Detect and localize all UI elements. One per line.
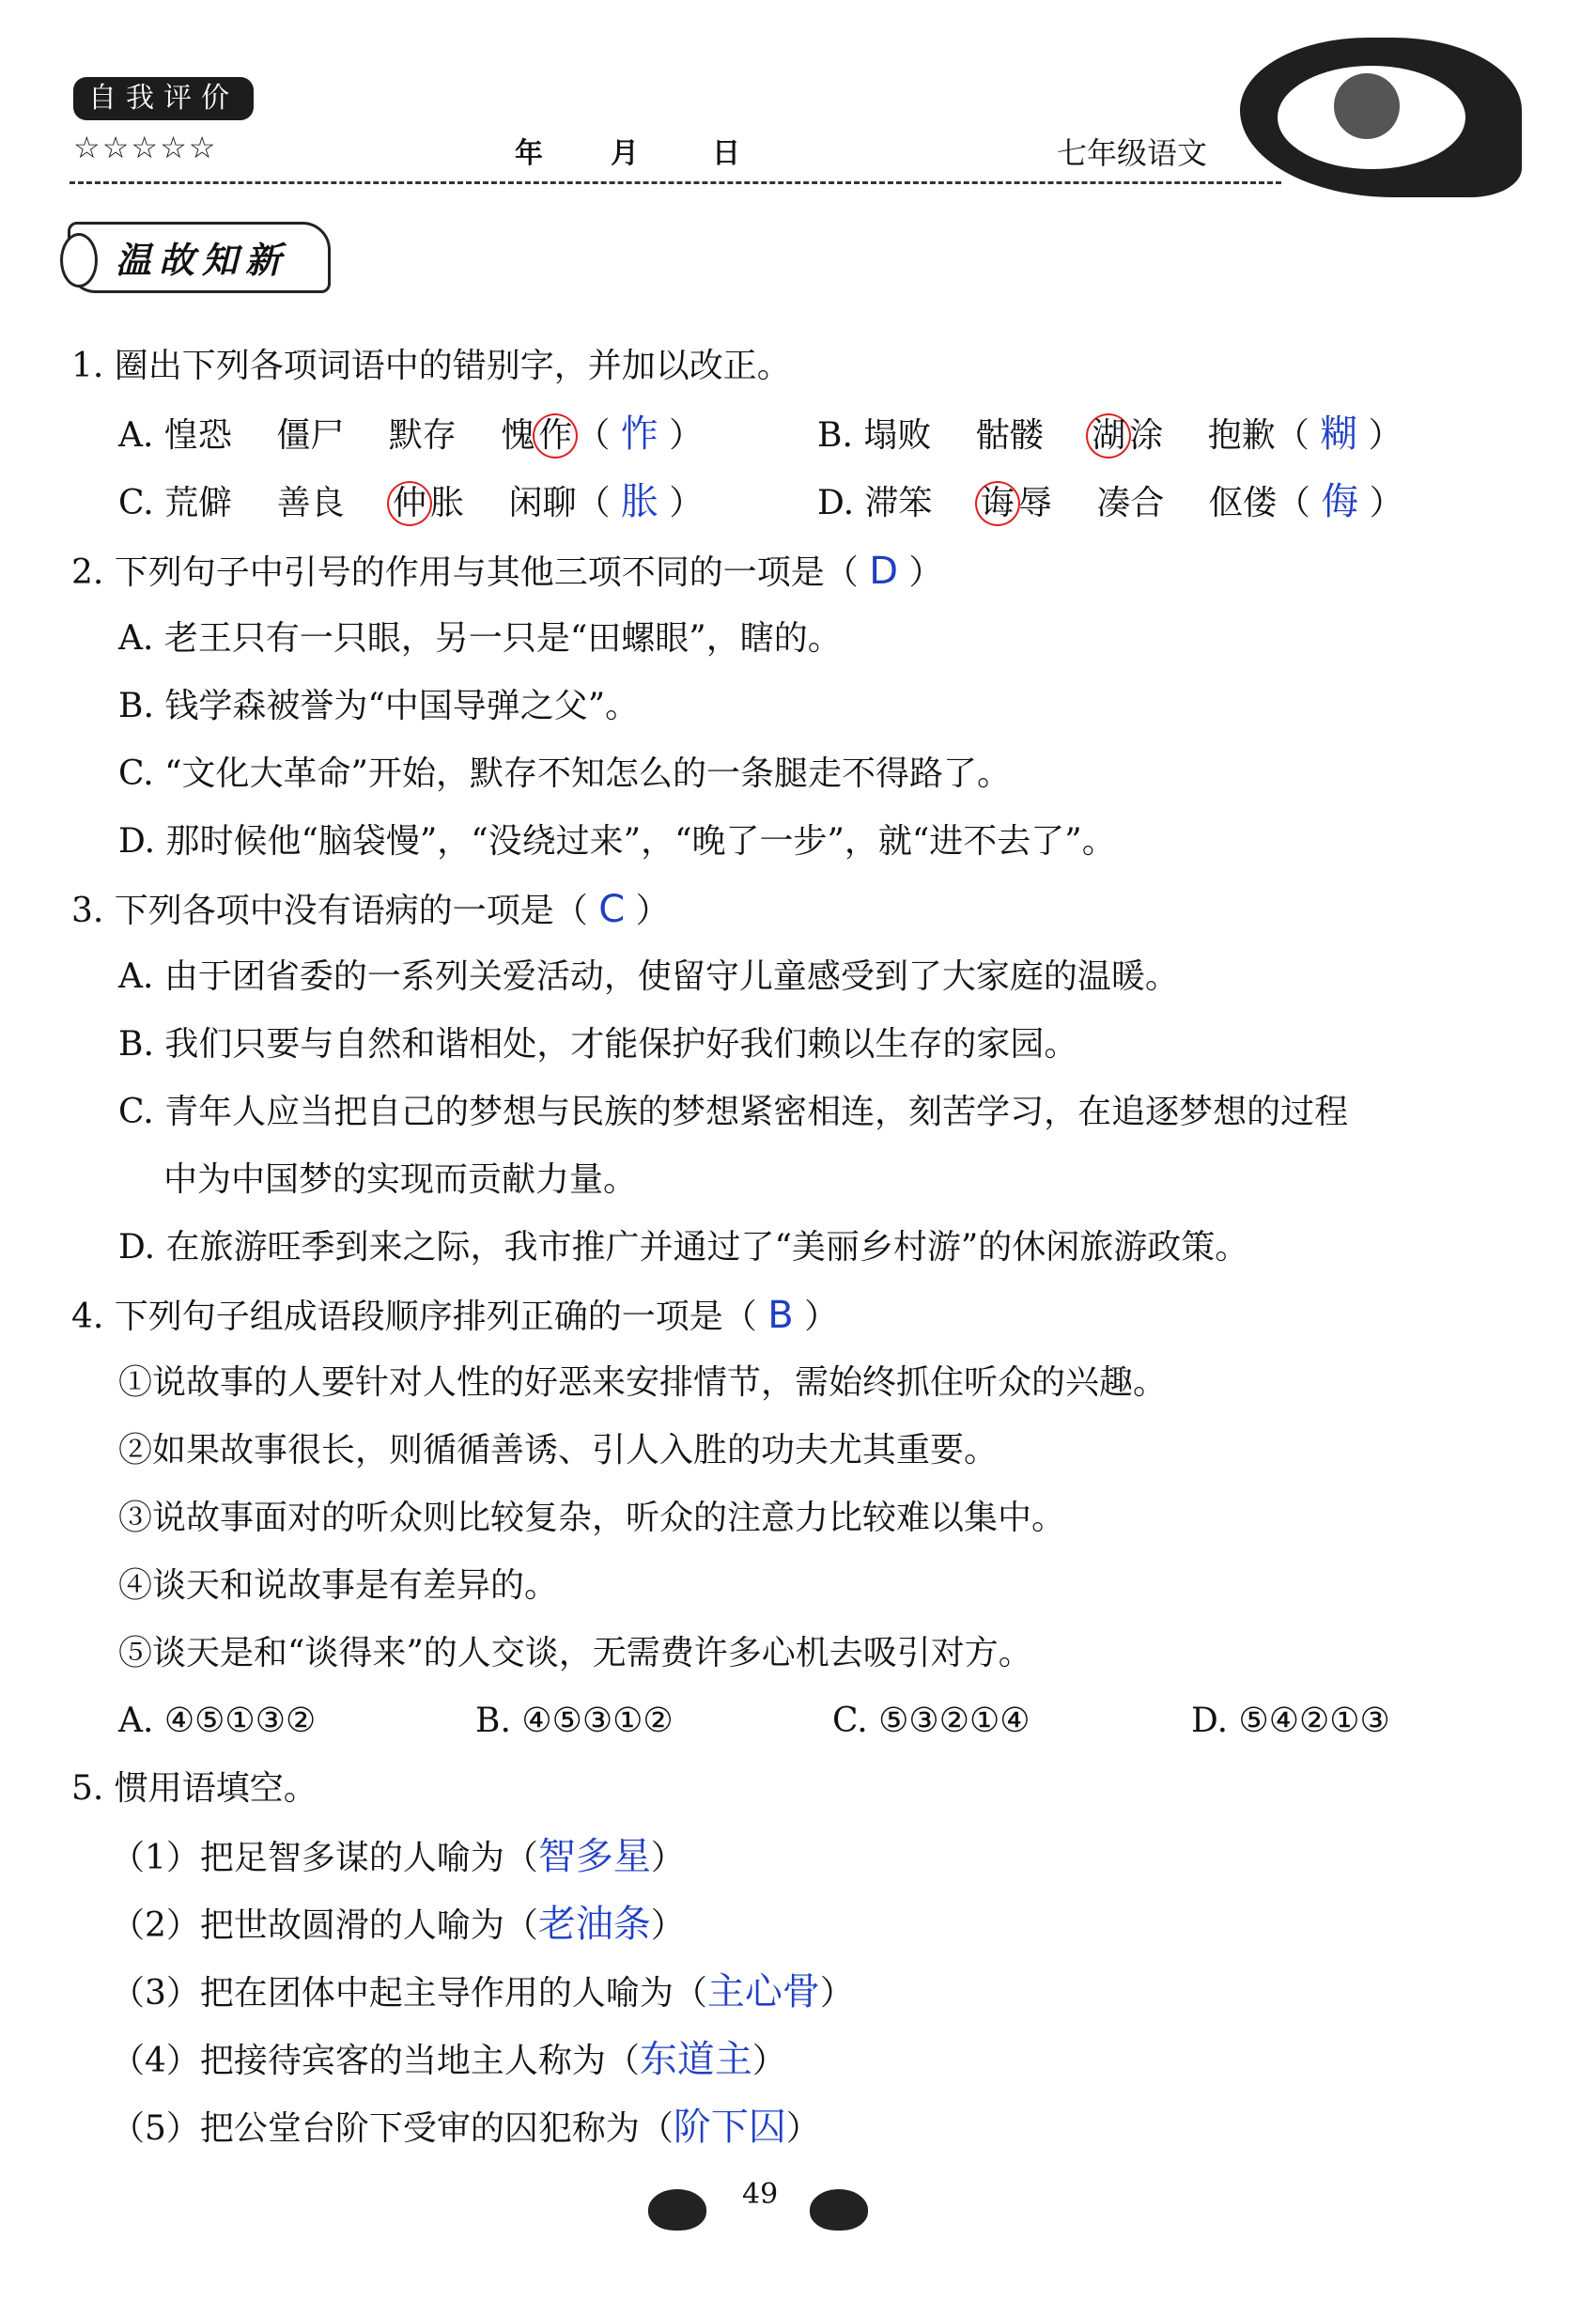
q4-stem: 4. 下列句子组成语段顺序排列正确的一项是（ B ） — [71, 1294, 839, 1337]
scroll-curl-icon — [60, 233, 98, 288]
date-day-label: 日 — [712, 137, 740, 170]
answer-text: 老油条 — [537, 1903, 651, 1946]
answer-text: 阶下囚 — [673, 2106, 786, 2149]
q1-option-b: B. 塌败 骷髅 湖 涂 抱歉（ 糊 ） — [817, 413, 1402, 459]
wrong-char-circle: 湖 — [1086, 413, 1131, 459]
q1-option-a: A. 惶恐 僵尸 默存 愧 作 （ 怍 ） — [118, 413, 703, 459]
q5-item-2: （2）把世故圆滑的人喻为（老油条） — [111, 1903, 685, 1946]
answer-text: D — [869, 550, 899, 593]
surfer-figure-icon — [1334, 73, 1400, 139]
q1-stem: 1. 圈出下列各项词语中的错别字，并加以改正。 — [71, 347, 791, 385]
q2-option-b: B. 钱学森被誉为“中国导弹之父”。 — [118, 687, 640, 725]
q3-option-b: B. 我们只要与自然和谐相处，才能保护好我们赖以生存的家园。 — [118, 1025, 1078, 1064]
self-evaluation-badge: 自我评价 — [73, 77, 254, 120]
q4-option-c: C. ⑤③②①④ — [832, 1702, 1030, 1740]
q5-stem: 5. 惯用语填空。 — [71, 1769, 318, 1808]
section-title: 温故知新 — [68, 222, 331, 293]
q3-option-c-line1: C. 青年人应当把自己的梦想与民族的梦想紧密相连，刻苦学习，在追逐梦想的过程 — [118, 1093, 1349, 1131]
grade-subject-label: 七年级语文 — [1057, 135, 1208, 171]
answer-text: 怍 — [620, 412, 659, 456]
q3-option-c-line2: 中为中国梦的实现而贡献力量。 — [163, 1160, 638, 1199]
date-month-label: 月 — [611, 137, 639, 170]
q2-option-c: C. “文化大革命”开始，默存不知怎么的一条腿走不得路了。 — [118, 754, 1011, 793]
answer-text: 侮 — [1321, 480, 1359, 523]
q5-item-5: （5）把公堂台阶下受审的囚犯称为（阶下囚） — [111, 2106, 820, 2149]
q3-option-d: D. 在旅游旺季到来之际，我市推广并通过了“美丽乡村游”的休闲旅游政策。 — [118, 1228, 1249, 1267]
q5-item-4: （4）把接待宾客的当地主人称为（东道主） — [111, 2038, 786, 2081]
rating-stars: ☆☆☆☆☆ — [73, 130, 218, 165]
q1-option-d: D. 滞笨 诲 辱 凑合 伛偻（ 侮 ） — [817, 481, 1403, 526]
answer-text: B — [767, 1294, 794, 1337]
q5-item-1: （1）把足智多谋的人喻为（智多星） — [111, 1835, 685, 1878]
wrong-char-circle: 作 — [533, 413, 578, 459]
q2-option-a: A. 老王只有一只眼，另一只是“田螺眼”，瞎的。 — [118, 619, 842, 658]
answer-text: C — [598, 888, 626, 931]
bird-left-icon — [648, 2189, 706, 2231]
q1-option-c: C. 荒僻 善良 仲 胀 闲聊（ 胀 ） — [118, 481, 703, 526]
answer-text: 主心骨 — [706, 1970, 820, 2013]
answer-text: 东道主 — [639, 2038, 752, 2081]
q3-stem: 3. 下列各项中没有语病的一项是（ C ） — [71, 888, 670, 931]
q2-option-d: D. 那时候他“脑袋慢”，“没绕过来”，“晚了一步”，就“进不去了”。 — [118, 822, 1116, 861]
q4-option-d: D. ⑤④②①③ — [1191, 1702, 1390, 1740]
wrong-char-circle: 诲 — [975, 481, 1020, 526]
q5-item-3: （3）把在团体中起主导作用的人喻为（主心骨） — [111, 1970, 854, 2013]
bird-right-icon — [810, 2189, 868, 2231]
date-year-label: 年 — [515, 137, 543, 170]
wrong-char-circle: 仲 — [387, 481, 432, 526]
q4-option-a: A. ④⑤①③② — [118, 1702, 317, 1740]
answer-text: 糊 — [1320, 412, 1358, 456]
q4-sentence-3: ③说故事面对的听众则比较复杂，听众的注意力比较难以集中。 — [118, 1499, 1066, 1537]
q2-stem: 2. 下列句子中引号的作用与其他三项不同的一项是（ D ） — [71, 550, 943, 593]
q4-sentence-2: ②如果故事很长，则循循善诱、引人入胜的功夫尤其重要。 — [118, 1431, 999, 1469]
answer-text: 胀 — [620, 480, 659, 523]
q4-sentence-4: ④谈天和说故事是有差异的。 — [118, 1566, 559, 1605]
q4-sentence-5: ⑤谈天是和“谈得来”的人交谈，无需费许多心机去吸引对方。 — [118, 1634, 1032, 1672]
page-number: 49 — [742, 2178, 779, 2211]
answer-text: 智多星 — [537, 1835, 651, 1878]
q3-option-a: A. 由于团省委的一系列关爱活动，使留守儿童感受到了大家庭的温暖。 — [118, 957, 1179, 996]
q4-sentence-1: ①说故事的人要针对人性的好恶来安排情节，需始终抓住听众的兴趣。 — [118, 1363, 1168, 1402]
header-divider — [70, 181, 1281, 184]
q4-option-b: B. ④⑤③①② — [475, 1702, 674, 1740]
